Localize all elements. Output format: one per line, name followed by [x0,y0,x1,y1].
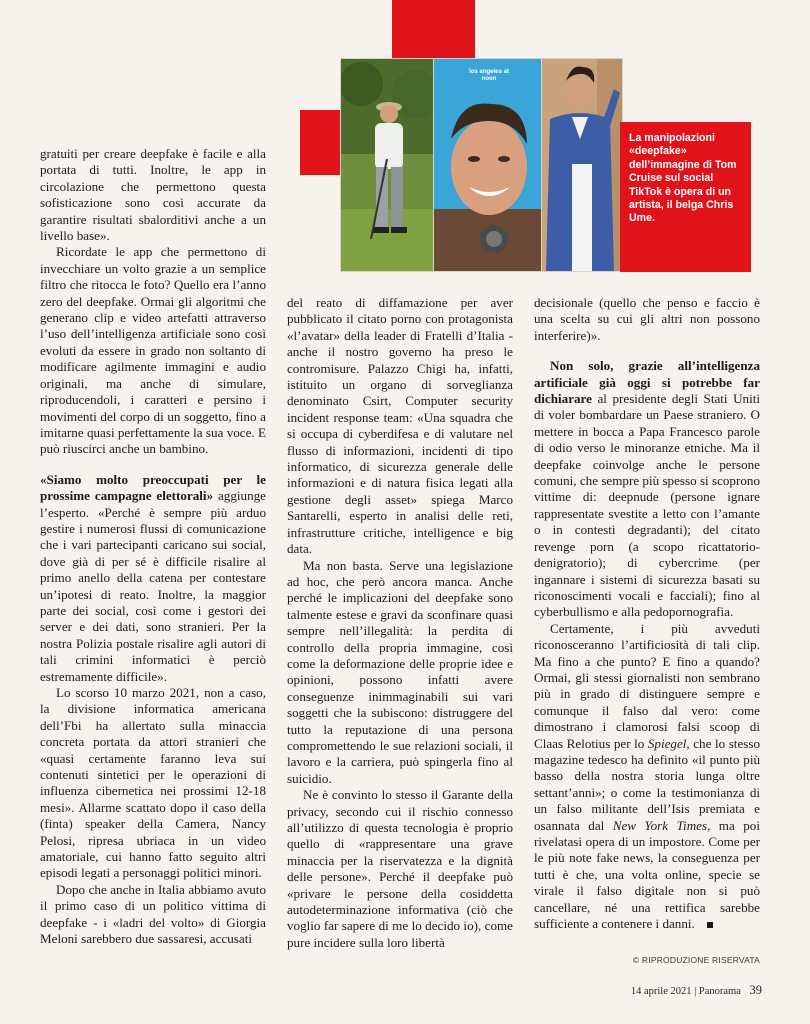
golf-illustration [341,59,433,271]
footer-date: 14 aprile 2021 [630,986,692,997]
page-footer [631,983,762,998]
bold-lead: «Siamo molto preoccupati per le prossime campagne elettorali» [40,471,266,504]
footer-magazine: Panorama [698,986,741,997]
paragraph: Ma non basta. Serve una legislazione ad hoc, che però ancora manca. Anche perché le implicazioni del deepfake sono talmente estese e gravi da sconfinare quasi sempre nell’illegalità: la perdita di controllo della propria immagine, così come la deformazione delle proprie idee e opinioni, possono infatti avere conseguenze inimmaginabili sui vari soggetti che la subiscono: distruggere del tutto la reputazione di una persona compromettendo le sue relazioni sociali, il lavoro e la carriera, può spingerla fino al suicidio. [287,557,513,786]
paragraph-text: Certamente, i più avveduti riconosceranno l’artificiosità di tali clip. Ma fino a che punto? E fino a quando? Ormai, gli stessi giornalisti non sembrano più in grado di distinguere sempre e comunque il falso dal vero: come dimostrano i clamorosi falsi scoop di Claas Relotius per lo [534,620,760,751]
paragraph: Ne è convinto lo stesso il Garante della privacy, secondo cui il rischio connesso all’utilizzo di questa tecnologia è proprio quello di «rappresentare una grave minaccia per la riservatezza e la dignità delle persone». Perché il deepfake può «privare le persone della cosiddetta autodeterminazione informativa (ciò che voglio far sapere di me lo decido io), come pure incidere sulla loro libertà [287,787,513,950]
column-1 [40,146,266,948]
page-number: 39 [749,983,762,997]
paragraph [40,472,266,685]
column-3 [534,295,760,932]
paragraph [534,621,760,933]
photo-selfie [433,58,542,272]
paragraph-text: , ma poi rivelatasi opera di un impostore. Come per le più note fake news, la conseguenza per tutti è che, una volta online, specie se virale il falso digitale non si può cancellare, né una rettifica sarebbe sufficiente a contenere i danni. [534,817,760,932]
paragraph [534,358,760,621]
photo-golf [340,58,434,272]
paragraph-text: al presidente degli Stati Uniti di voler bombardare un Paese straniero. O mettere in bocca a Papa Francesco parole di odio verso le minoranze etniche. Ma il deepfake coinvolge anche le persone comuni, che sempre più spesso si scoprono vittime di: deepnude (persone ignare rappresentate svestite a letto con l’amante o in contesti degradanti); del citato revenge porn (a scopo ricattatorio-denigratorio); di cybercrime (per ingannare i sistemi di sicurezza basati su riconoscimenti vocali e facciali); fino al cyberbullismo e alla pedopornografia. [534,391,760,620]
photo-badge: los angeles at noon [469,69,509,82]
end-mark [707,922,713,928]
photo-suit [541,58,623,272]
selfie-illustration [434,59,541,271]
red-accent-left [300,110,340,175]
italic-spiegel: Spiegel [647,735,687,751]
paragraph: Lo scorso 10 marzo 2021, non a caso, la divisione informatica americana dell’Fbi ha allertato sulla minaccia concreta portata da attori stranieri che «quasi certamente faranno leva sui contenuti sintetici per le operazioni di influenza cibernetica nei prossimi 12-18 mesi». Allarme scattato dopo il caso della (finta) speaker della Camera, Nancy Pelosi, ripresa ubriaca in un video amatoriale, cui hanno fatto seguito altri episodi legati a personaggi politici minori. [40,685,266,881]
footer-separator: | [694,986,699,997]
photo-caption: La manipolazioni «deepfake» dell’immagine di Tom Cruise sul social TikTok è opera di un artista, il belga Chris Ume. [620,122,751,272]
paragraph: decisionale (quello che penso e faccio è una scelta su cui gli altri non possono interferire)». [534,295,760,343]
bold-lead: Non solo, grazie all’intelligenza artificiale già oggi si potrebbe far dichiarare [534,358,760,407]
paragraph: del reato di diffamazione per aver pubblicato il citato porno con protagonista «l’avatar» della leader di Fratelli d’Italia - anche il nostro governo ha preso le contromisure. Palazzo Chigi ha, infatti, istituito un organo di sorveglianza denominato Csirt, Computer security incident response team: «Una squadra che si occupa di cyberdifesa e di valutare nel flusso di informazioni, incidenti di tipo informatico, di sicurezza generale delle informazioni e di natura fisica legati alla gestione degli asset» spiega Marco Santarelli, esperto in analisi delle reti, infrastrutture critiche, intelligence e big data. [287,295,513,557]
italic-nyt: New York Times [612,817,708,833]
suit-illustration [542,59,622,271]
paragraph: Dopo che anche in Italia abbiamo avuto il primo caso di un politico vittima di deepfake - i «ladri del volto» di Giorgia Meloni sarebbero due sassaresi, accusati [40,881,266,947]
red-accent-top [392,0,475,58]
paragraph-text: aggiunge l’esperto. «Perché è sempre più arduo gestire i numerosi flussi di comunicazione che i vari partecipanti caricano sui social, dove già di per sé è difficile risalire al primo anello della catena per contestare un’ipotesi di reato. Inoltre, la maggior parte dei social, così come i gestori dei server e dei dati, sono stranieri. Per la nostra Polizia postale risalire agli autori di tali crimini informatici è perciò estremamente difficile». [40,488,266,684]
paragraph: gratuiti per creare deepfake è facile e alla portata di tutti. Inoltre, le app in circolazione che permettono questa sofisticazione sono così accurate da garantire risultati sbalorditivi anche a un livello base». [40,146,266,244]
copyright-credit: © RIPRODUZIONE RISERVATA [632,955,760,965]
paragraph: Ricordate le app che permettono di invecchiare un volto grazie a un semplice filtro che ritocca le foto? Quello era l’anno zero del deepfake. Ormai gli algoritmi che generano clip e video artefatti attraverso l’uso dell’intelligenza artificiale sono così evoluti da essere in grado non soltanto di modificare agilmente immagini e audio originali, ma anche di simulare, riproducendoli, i caratteri e persino i movimenti del corpo di un soggetto, fino a imitarne quasi perfettamente la sua voce. E può riuscirci anche un bambino. [40,244,266,457]
column-2 [287,295,513,951]
paragraph-text: , che lo stesso magazine tedesco ha definito «il punto più basso della nostra storia lunga oltre settant’anni»; o come la testimonianza di un falso militante dell’Isis premiata e osannata dal [534,735,760,833]
